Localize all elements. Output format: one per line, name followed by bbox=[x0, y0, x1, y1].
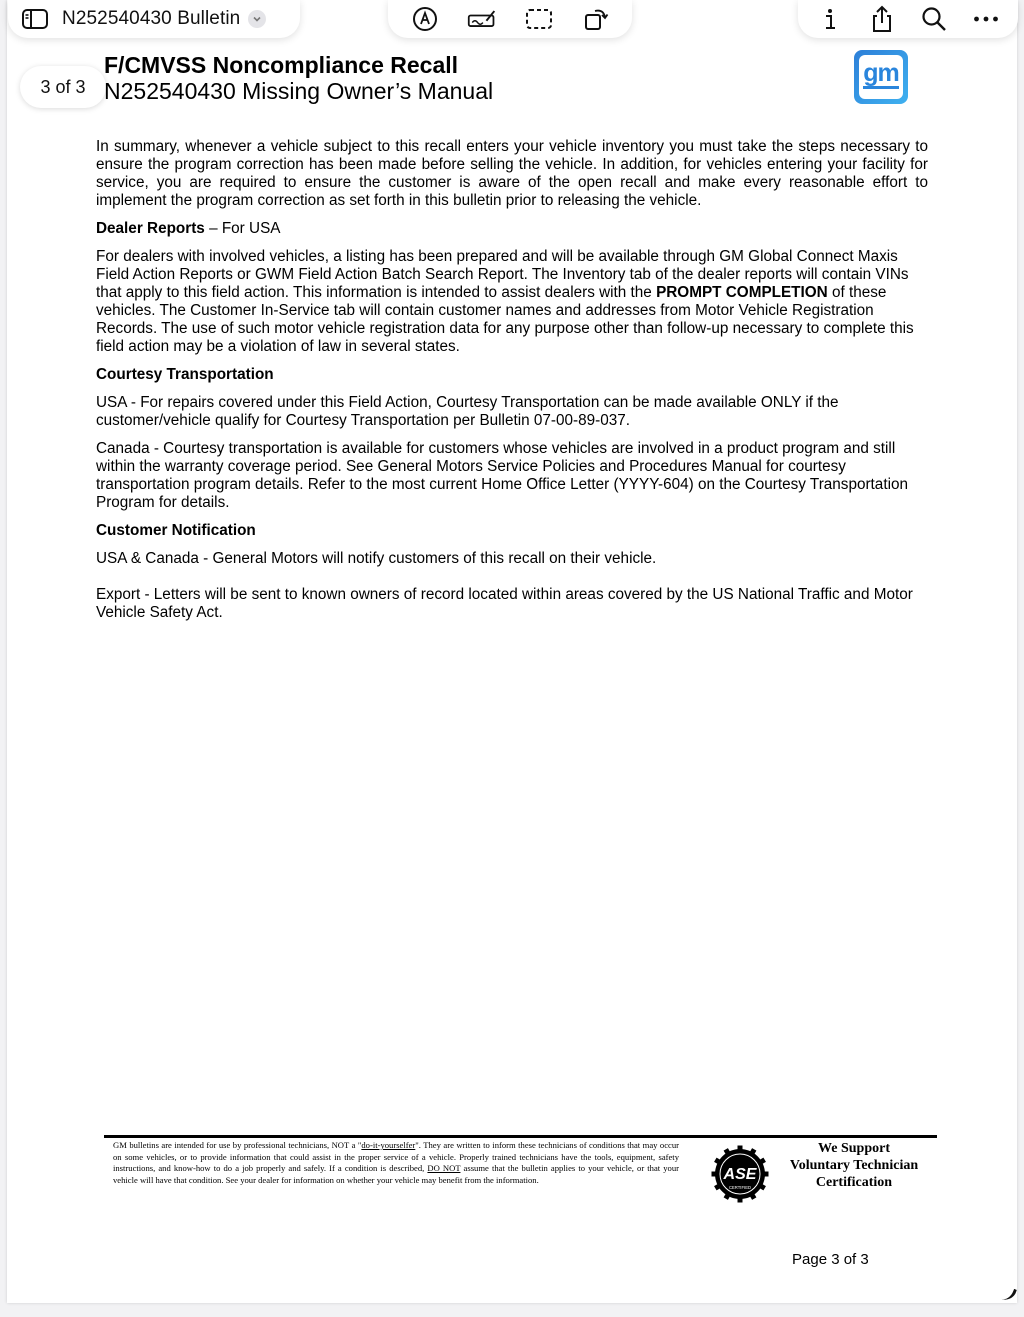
gm-logo bbox=[854, 50, 908, 104]
ase-certified-logo bbox=[710, 1144, 770, 1204]
rotate-icon[interactable] bbox=[581, 4, 611, 34]
courtesy-heading: Courtesy Transportation bbox=[96, 366, 274, 383]
courtesy-canada-paragraph: Canada - Courtesy transportation is available for customers whose vehicles are involved in a product program and still within the warranty coverage period. See General Motors Service Policies and Procedures Manual for courtesy transportation program details. Refer to the most current Home Office Letter (YYYY-604) on the Courtesy Transportation Program for details. bbox=[96, 440, 908, 511]
bulletin-body bbox=[96, 138, 928, 632]
signature-icon[interactable] bbox=[467, 4, 497, 34]
dealer-reports-heading: Dealer Reports – For USA bbox=[96, 220, 281, 237]
sidebar-icon[interactable] bbox=[20, 4, 50, 34]
search-icon[interactable] bbox=[919, 4, 949, 34]
toolbar-center bbox=[388, 0, 632, 38]
page-curl-mark bbox=[999, 1285, 1017, 1303]
toolbar-left bbox=[8, 0, 300, 38]
document-title[interactable]: N252540430 Bulletin bbox=[62, 8, 241, 29]
summary-paragraph: In summary, whenever a vehicle subject to this recall enters your vehicle inventory you must take the steps necessary to ensure the program correction has been made before selling the vehicle. In addition, for vehicles entering your facility for service, you are required to ensure the customer is aware of the open recall and make every reasonable effort to implement the program correction as set forth in this bulletin prior to releasing the vehicle. bbox=[96, 138, 928, 209]
technician-certification-text: We Support Voluntary Technician Certification bbox=[789, 1141, 919, 1190]
svg-text:CERTIFIED: CERTIFIED bbox=[728, 1185, 752, 1190]
bulletin-subtitle: N252540430 Missing Owner’s Manual bbox=[104, 78, 494, 104]
selection-icon[interactable] bbox=[524, 4, 554, 34]
footer-disclaimer: GM bulletins are intended for use by professional technicians, NOT a "do-it-yourselfer". They are written to inform these technicians of conditions that may occur on some vehicles, or to provide information that could assist in the proper service of a vehicle. Properly trained technicians have the tools, equipment, safety instructions, and know-how to do a job properly and safely. If a condition is described, DO NOT assume that the bulletin applies to your vehicle, or that your vehicle will have that condition. See your dealer for information on whether your vehicle may benefit from the information. bbox=[113, 1140, 680, 1185]
chevron-down-icon[interactable] bbox=[248, 10, 266, 28]
svg-text:ASE: ASE bbox=[723, 1166, 757, 1183]
footer-divider bbox=[104, 1135, 937, 1138]
info-icon[interactable] bbox=[815, 4, 845, 34]
bulletin-title: F/CMVSS Noncompliance Recall bbox=[104, 52, 459, 78]
notification-heading: Customer Notification bbox=[96, 522, 256, 539]
notification-export: Export - Letters will be sent to known owners of record located within areas covered by the US National Traffic and Motor Vehicle Safety Act. bbox=[96, 586, 913, 621]
toolbar-right bbox=[798, 0, 1018, 38]
markup-icon[interactable] bbox=[410, 4, 440, 34]
share-icon[interactable] bbox=[867, 4, 897, 34]
dealer-reports-paragraph: For dealers with involved vehicles, a listing has been prepared and will be available through GM Global Connect Maxis Field Action Reports or GWM Field Action Batch Search Report. The Inventory tab of the dealer reports will contain VINs that apply to this field action. This information is intended to assist dealers with the PROMPT COMPLETION of these vehicles. The Customer In-Service tab will contain customer names and addresses from Motor Vehicle Registration Records. The use of such motor vehicle registration data for any purpose other than follow-up necessary to complete this field action may be a violation of law in several states. bbox=[96, 248, 914, 355]
page-number: Page 3 of 3 bbox=[792, 1251, 869, 1268]
more-icon[interactable] bbox=[971, 4, 1001, 34]
page-count-badge: 3 of 3 bbox=[20, 66, 106, 108]
courtesy-usa-paragraph: USA - For repairs covered under this Field Action, Courtesy Transportation can be made available ONLY if the customer/vehicle qualify for Courtesy Transportation per Bulletin 07-00-89-037. bbox=[96, 394, 839, 429]
notification-usa-canada: USA & Canada - General Motors will notify customers of this recall on their vehicle. bbox=[96, 550, 657, 567]
gm-logo-text: gm bbox=[863, 59, 899, 87]
